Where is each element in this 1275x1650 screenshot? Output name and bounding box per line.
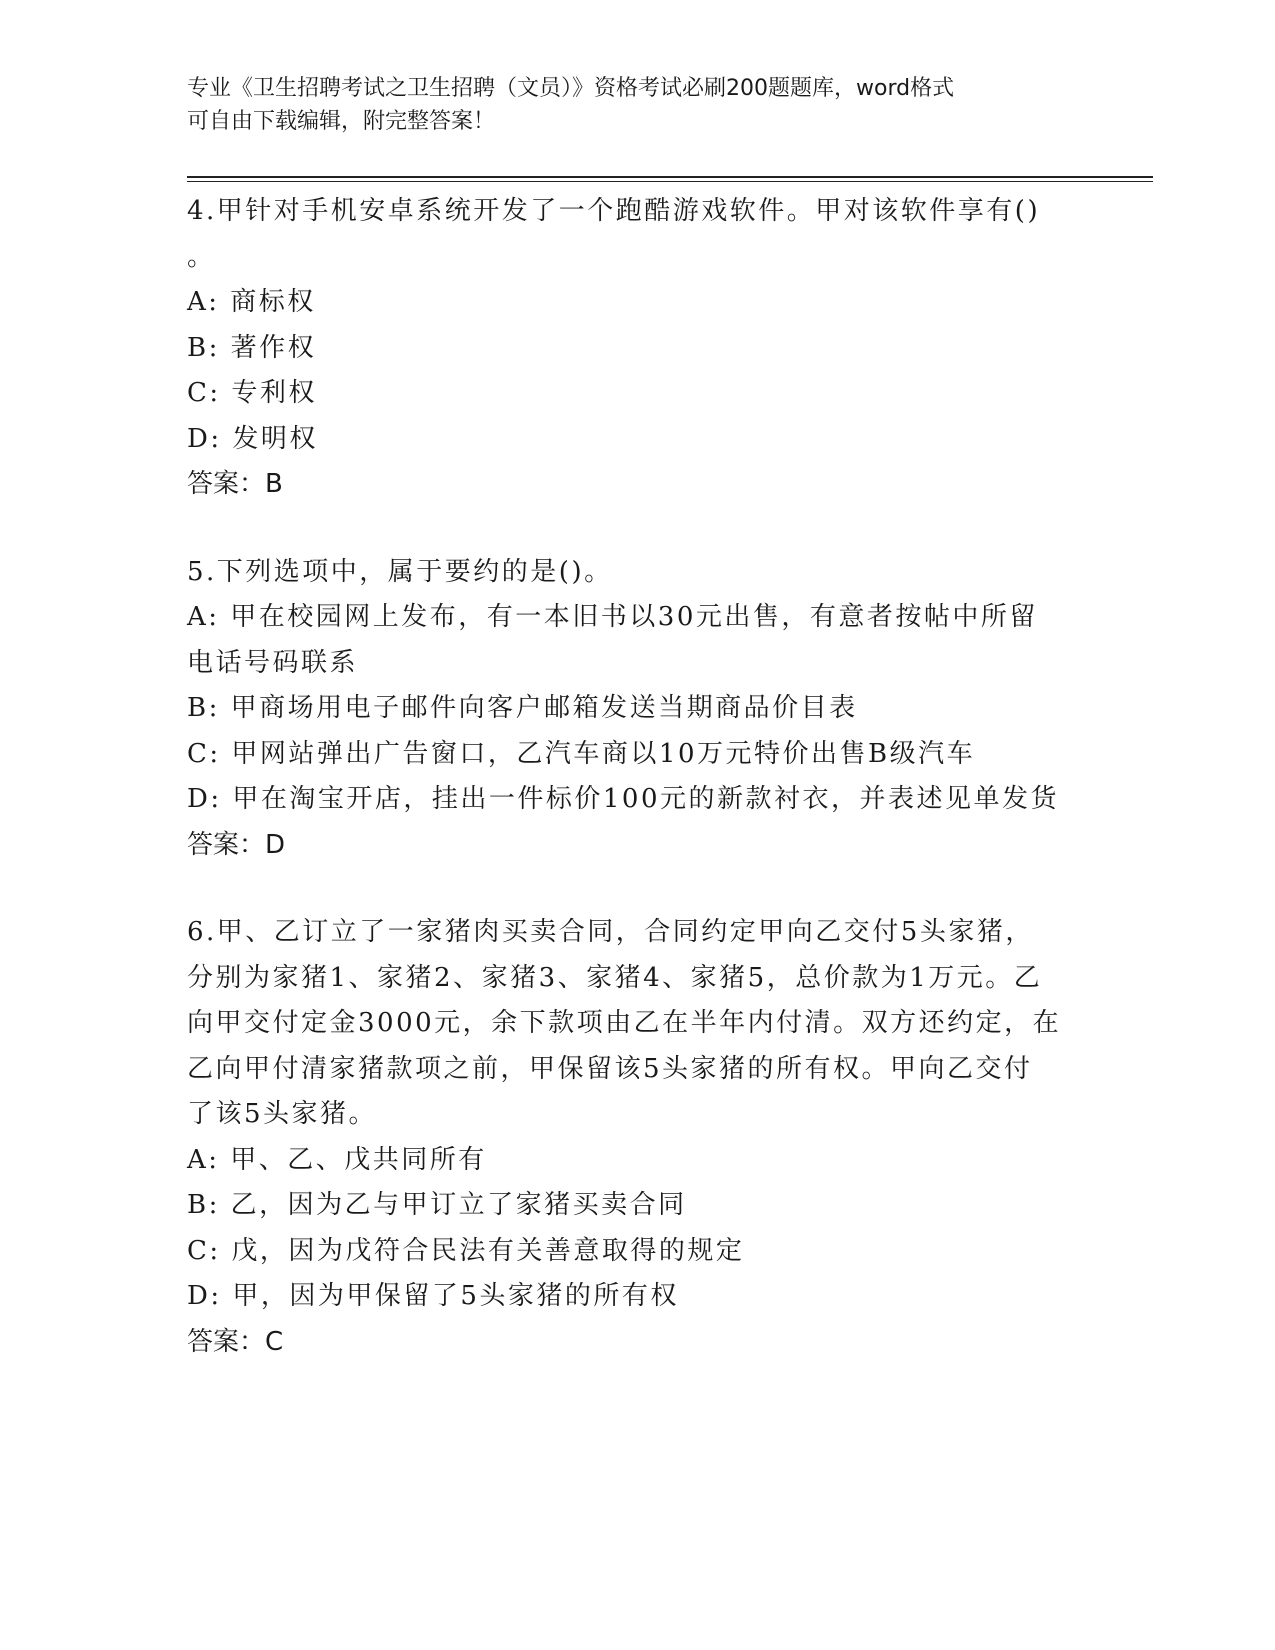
header-line-1: 专业《卫生招聘考试之卫生招聘（文员）》资格考试必刷200题题库，word格式 — [187, 76, 955, 101]
question-stem: 乙向甲付清家猪款项之前，甲保留该5头家猪的所有权。甲向乙交付 — [187, 1053, 1033, 1084]
option-d: D: 甲在淘宝开店，挂出一件标价100元的新款衬衣，并表述见单发货 — [187, 784, 1059, 814]
question-4 — [187, 189, 1087, 508]
header-divider-thin — [187, 181, 1153, 182]
answer-label: 答案：D — [187, 829, 286, 860]
header-line-2: 可自由下载编辑，附完整答案！ — [187, 109, 496, 134]
question-stem: 。 — [187, 241, 216, 272]
question-stem: 了该5头家猪。 — [187, 1099, 378, 1129]
question-6 — [187, 910, 1087, 1365]
question-stem: 分别为家猪1、家猪2、家猪3、家猪4、家猪5，总价款为1万元。乙 — [187, 962, 1043, 993]
option-b: B: 著作权 — [187, 332, 317, 363]
option-c: C: 专利权 — [187, 378, 317, 408]
header-divider-thick — [187, 176, 1153, 178]
question-stem: 4.甲针对手机安卓系统开发了一个跑酷游戏软件。甲对该软件享有() — [187, 196, 1041, 226]
option-b: B: 乙，因为乙与甲订立了家猪买卖合同 — [187, 1190, 687, 1220]
answer-label: 答案：B — [187, 469, 283, 499]
option-c: C: 甲网站弹出广告窗口，乙汽车商以10万元特价出售B级汽车 — [187, 738, 976, 769]
option-a: A: 商标权 — [187, 287, 316, 317]
question-stem: 5.下列选项中，属于要约的是()。 — [187, 556, 613, 587]
option-c: C: 戊，因为戊符合民法有关善意取得的规定 — [187, 1235, 745, 1266]
option-a-continued: 电话号码联系 — [187, 647, 359, 678]
option-a: A: 甲在校园网上发布，有一本旧书以30元出售，有意者按帖中所留 — [187, 602, 1038, 632]
question-list — [187, 189, 1087, 1407]
option-b: B: 甲商场用电子邮件向客户邮箱发送当期商品价目表 — [187, 693, 858, 723]
question-stem: 向甲交付定金3000元，余下款项由乙在半年内付清。双方还约定，在 — [187, 1008, 1062, 1038]
document-header — [187, 72, 1067, 138]
option-a: A: 甲、乙、戊共同所有 — [187, 1144, 487, 1175]
question-stem: 6.甲、乙订立了一家猪肉买卖合同，合同约定甲向乙交付5头家猪， — [187, 917, 1034, 947]
answer-label: 答案：C — [187, 1326, 284, 1357]
question-5 — [187, 550, 1087, 869]
option-d: D: 发明权 — [187, 423, 318, 454]
option-d: D: 甲，因为甲保留了5头家猪的所有权 — [187, 1281, 679, 1311]
